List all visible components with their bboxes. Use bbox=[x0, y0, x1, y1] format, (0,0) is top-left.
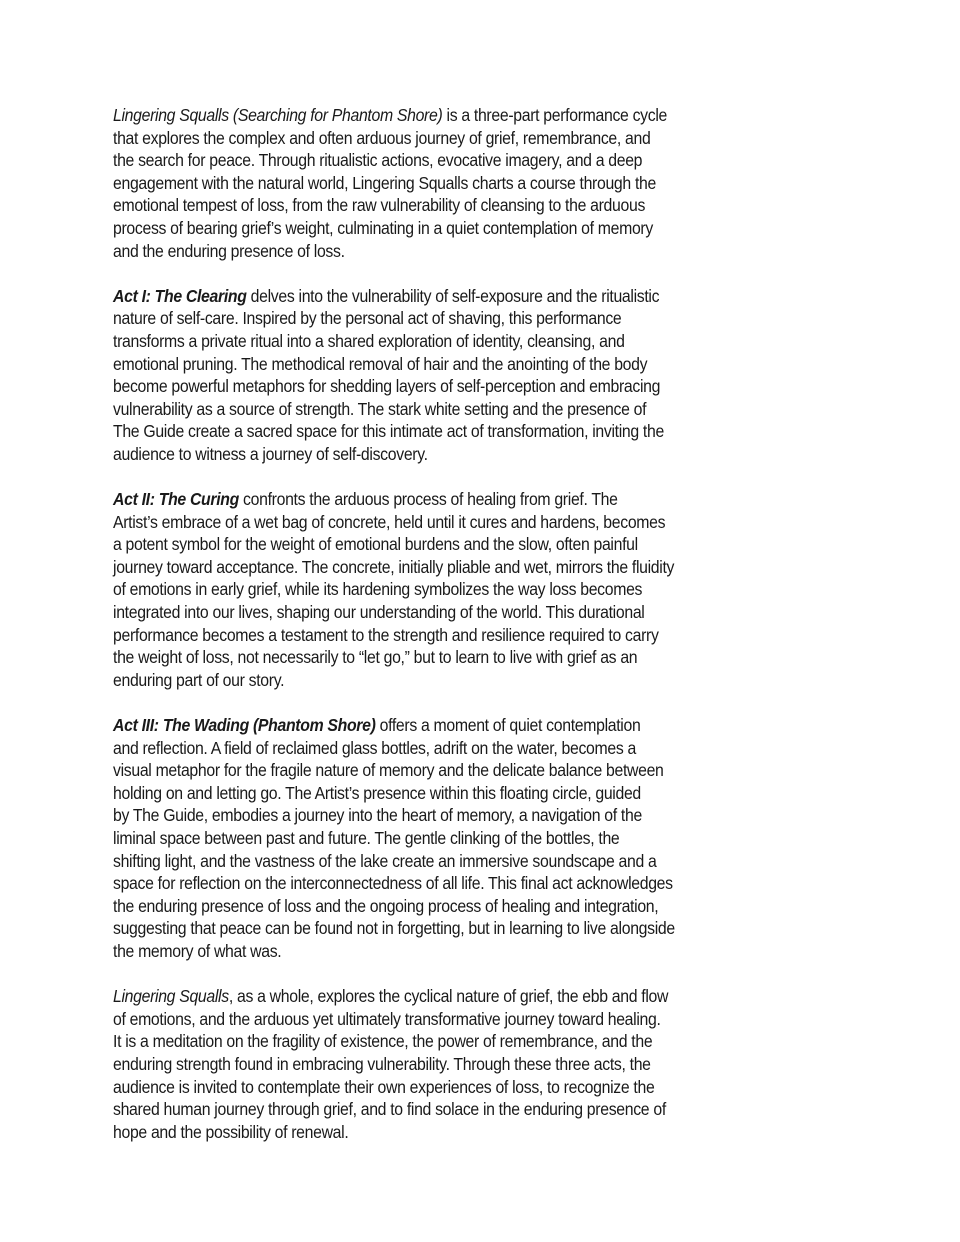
text-line bbox=[113, 556, 812, 579]
text-line bbox=[113, 578, 812, 601]
body-text: performance becomes a testament to the strength and resilience required to carry bbox=[113, 624, 659, 645]
text-line bbox=[113, 917, 812, 940]
text-line bbox=[113, 759, 812, 782]
text-line bbox=[113, 172, 812, 195]
text-line bbox=[113, 127, 812, 150]
body-text: space for reflection on the interconnectedness of all life. This final act acknowledges bbox=[113, 873, 673, 894]
text-line bbox=[113, 872, 812, 895]
section-heading: Act II: The Curing bbox=[113, 489, 239, 510]
text-line bbox=[113, 420, 812, 443]
text-line bbox=[113, 827, 812, 850]
text-line bbox=[113, 511, 812, 534]
body-text: by The Guide, embodies a journey into the heart of memory, a navigation of the bbox=[113, 805, 642, 826]
text-line bbox=[113, 1053, 812, 1076]
body-text: holding on and letting go. The Artist’s presence within this floating circle, guided bbox=[113, 782, 641, 803]
body-text: a potent symbol for the weight of emotional burdens and the slow, often painful bbox=[113, 534, 638, 555]
text-line bbox=[113, 804, 812, 827]
text-line bbox=[113, 737, 812, 760]
body-text: suggesting that peace can be found not in forgetting, but in learning to live alongside bbox=[113, 918, 675, 939]
text-line bbox=[113, 1076, 812, 1099]
paragraph-act-1 bbox=[113, 285, 873, 466]
text-line bbox=[113, 850, 812, 873]
text-line bbox=[113, 940, 812, 963]
text-line bbox=[113, 782, 812, 805]
text-line bbox=[113, 1030, 812, 1053]
body-text: delves into the vulnerability of self-exposure and the ritualistic bbox=[246, 285, 660, 306]
body-text: audience is invited to contemplate their own experiences of loss, to recognize the bbox=[113, 1076, 655, 1097]
work-title: Lingering Squalls bbox=[113, 986, 229, 1007]
body-text: enduring strength found in embracing vulnerability. Through these three acts, the bbox=[113, 1053, 651, 1074]
document-page bbox=[113, 104, 873, 1166]
text-line bbox=[113, 217, 812, 240]
body-text: emotional tempest of loss, from the raw vulnerability of cleansing to the arduous bbox=[113, 195, 646, 216]
text-line bbox=[113, 646, 812, 669]
body-text: Artist’s embrace of a wet bag of concrete, held until it cures and hardens, becomes bbox=[113, 511, 666, 532]
body-text: audience to witness a journey of self-discovery. bbox=[113, 443, 428, 464]
body-text: offers a moment of quiet contemplation bbox=[375, 715, 641, 736]
text-line bbox=[113, 330, 812, 353]
section-heading: Act I: The Clearing bbox=[113, 285, 247, 306]
text-line bbox=[113, 1121, 812, 1144]
text-line bbox=[113, 1098, 812, 1121]
body-text: that explores the complex and often arduous journey of grief, remembrance, and bbox=[113, 127, 651, 148]
text-line bbox=[113, 240, 812, 263]
body-text: of emotions, and the arduous yet ultimately transformative journey toward healing. bbox=[113, 1008, 661, 1029]
text-line bbox=[113, 285, 812, 308]
body-text: shared human journey through grief, and to find solace in the enduring presence of bbox=[113, 1099, 666, 1120]
body-text: the enduring presence of loss and the ongoing process of healing and integration, bbox=[113, 895, 659, 916]
body-text: vulnerability as a source of strength. The stark white setting and the presence of bbox=[113, 398, 647, 419]
text-line bbox=[113, 307, 812, 330]
body-text: It is a meditation on the fragility of existence, the power of remembrance, and the bbox=[113, 1031, 653, 1052]
body-text: , as a whole, explores the cyclical nature of grief, the ebb and flow bbox=[228, 986, 669, 1007]
body-text: and the enduring presence of loss. bbox=[113, 240, 345, 261]
text-line bbox=[113, 375, 812, 398]
body-text: emotional pruning. The methodical removal of hair and the anointing of the body bbox=[113, 353, 648, 374]
body-text: the memory of what was. bbox=[113, 940, 282, 961]
section-heading: Act III: The Wading (Phantom Shore) bbox=[113, 715, 376, 736]
text-line bbox=[113, 104, 812, 127]
body-text: is a three-part performance cycle bbox=[442, 105, 668, 125]
text-line bbox=[113, 194, 812, 217]
body-text: enduring part of our story. bbox=[113, 669, 285, 690]
paragraph-conclusion bbox=[113, 985, 873, 1143]
paragraph-act-3 bbox=[113, 714, 873, 963]
text-line bbox=[113, 398, 812, 421]
body-text: integrated into our lives, shaping our understanding of the world. This durational bbox=[113, 602, 645, 623]
body-text: of emotions in early grief, while its hardening symbolizes the way loss becomes bbox=[113, 579, 643, 600]
text-line bbox=[113, 353, 812, 376]
text-line bbox=[113, 895, 812, 918]
body-text: hope and the possibility of renewal. bbox=[113, 1121, 349, 1142]
body-text: confronts the arduous process of healing from grief. The bbox=[238, 489, 618, 510]
body-text: shifting light, and the vastness of the lake create an immersive soundscape and a bbox=[113, 850, 657, 871]
text-line bbox=[113, 624, 812, 647]
body-text: visual metaphor for the fragile nature of memory and the delicate balance between bbox=[113, 760, 664, 781]
body-text: nature of self-care. Inspired by the personal act of shaving, this performance bbox=[113, 308, 622, 329]
body-text: liminal space between past and future. The gentle clinking of the bottles, the bbox=[113, 828, 620, 848]
body-text: the weight of loss, not necessarily to “let go,” but to learn to live with grief as an bbox=[113, 647, 638, 668]
body-text: engagement with the natural world, Lingering Squalls charts a course through the bbox=[113, 172, 656, 193]
body-text: the search for peace. Through ritualistic actions, evocative imagery, and a deep bbox=[113, 150, 643, 171]
text-line bbox=[113, 488, 812, 511]
paragraph-intro bbox=[113, 104, 873, 262]
work-title: Lingering Squalls (Searching for Phantom Shore) bbox=[113, 105, 443, 125]
body-text: become powerful metaphors for shedding layers of self-perception and embracing bbox=[113, 376, 661, 397]
body-text: The Guide create a sacred space for this intimate act of transformation, inviting the bbox=[113, 421, 664, 442]
text-line bbox=[113, 985, 812, 1008]
text-line bbox=[113, 601, 812, 624]
paragraph-act-2 bbox=[113, 488, 873, 691]
text-line bbox=[113, 714, 812, 737]
body-text: transforms a private ritual into a shared exploration of identity, cleansing, and bbox=[113, 330, 625, 351]
text-line bbox=[113, 533, 812, 556]
body-text: journey toward acceptance. The concrete, initially pliable and wet, mirrors the fluidity bbox=[113, 556, 675, 577]
text-line bbox=[113, 1008, 812, 1031]
body-text: and reflection. A field of reclaimed glass bottles, adrift on the water, becomes a bbox=[113, 737, 636, 758]
body-text: process of bearing grief’s weight, culminating in a quiet contemplation of memory bbox=[113, 217, 653, 238]
text-line bbox=[113, 149, 812, 172]
text-line bbox=[113, 669, 812, 692]
text-line bbox=[113, 443, 812, 466]
